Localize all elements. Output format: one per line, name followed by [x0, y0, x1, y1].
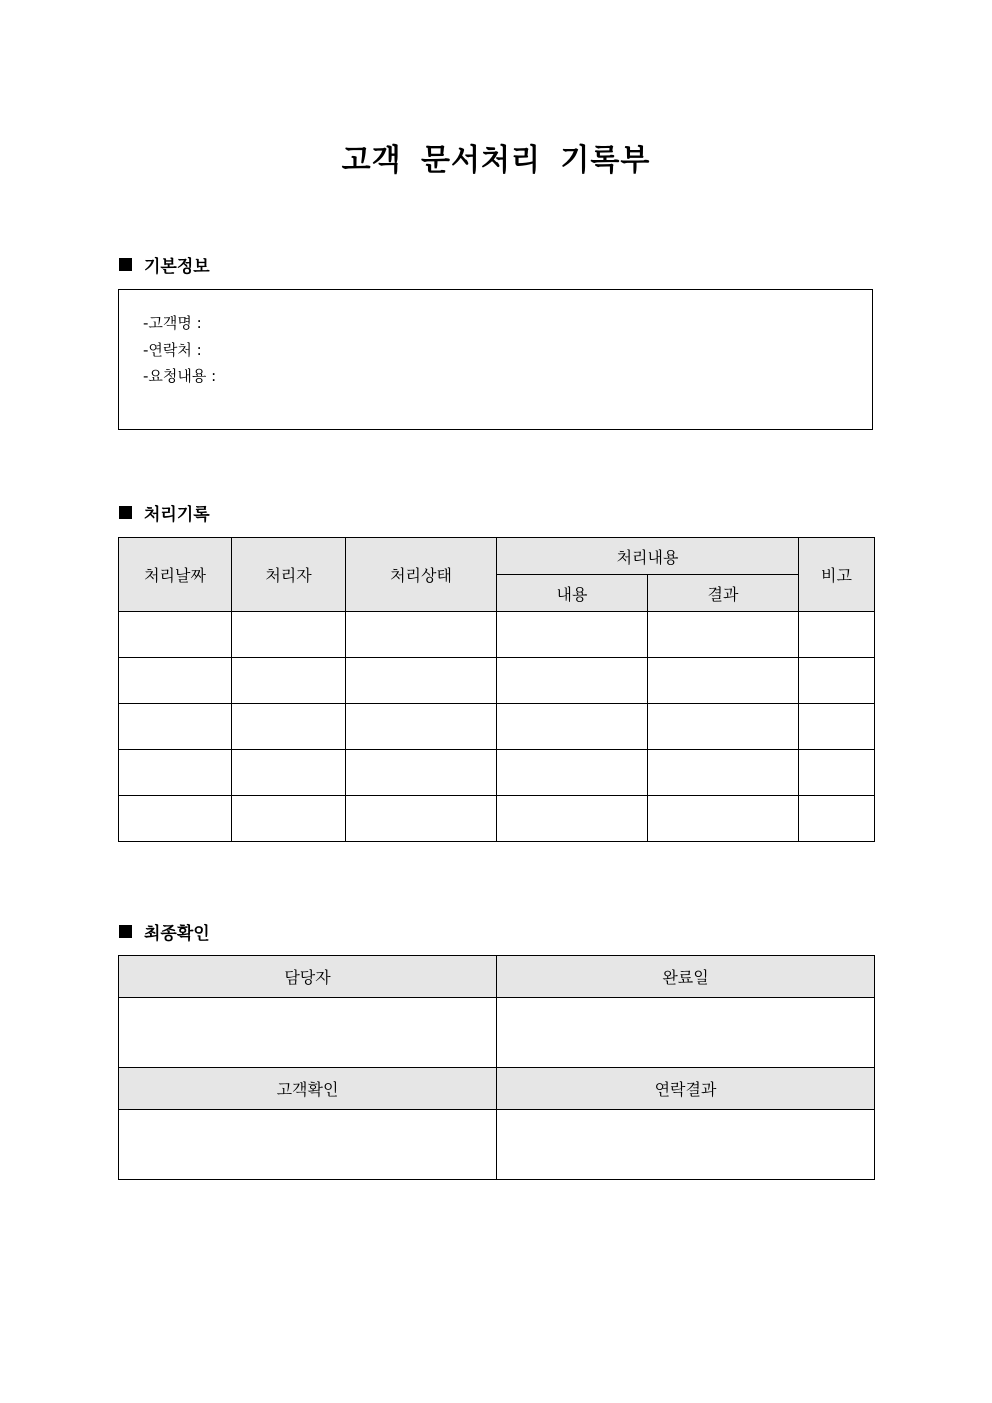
cell-note[interactable]: [799, 704, 875, 750]
cell-result[interactable]: [648, 704, 799, 750]
cell-note[interactable]: [799, 750, 875, 796]
cell-date[interactable]: [119, 750, 232, 796]
page-title: 고객 문서처리 기록부: [341, 143, 651, 178]
record-table: [118, 537, 875, 842]
cell-result[interactable]: [648, 658, 799, 704]
cell-content[interactable]: [497, 658, 648, 704]
header-status: 처리상태: [346, 538, 497, 612]
cell-status[interactable]: [346, 612, 497, 658]
header-manager: 담당자: [119, 956, 497, 998]
section-heading-label: 최종확인: [144, 923, 210, 944]
section-heading-final: [119, 919, 210, 943]
header-customer-confirm: 고객확인: [119, 1068, 497, 1110]
contact-result-cell[interactable]: [497, 1110, 875, 1180]
cell-date[interactable]: [119, 704, 232, 750]
cell-date[interactable]: [119, 658, 232, 704]
table-row: [119, 750, 875, 796]
cell-status[interactable]: [346, 796, 497, 842]
cell-handler[interactable]: [232, 750, 346, 796]
square-bullet-icon: [119, 258, 132, 271]
cell-handler[interactable]: [232, 658, 346, 704]
cell-result[interactable]: [648, 612, 799, 658]
table-row: [119, 796, 875, 842]
cell-status[interactable]: [346, 750, 497, 796]
cell-content[interactable]: [497, 612, 648, 658]
cell-content[interactable]: [497, 750, 648, 796]
cell-result[interactable]: [648, 750, 799, 796]
section-heading-records: [119, 500, 210, 524]
cell-date[interactable]: [119, 796, 232, 842]
customer-confirm-cell[interactable]: [119, 1110, 497, 1180]
cell-handler[interactable]: [232, 796, 346, 842]
manager-cell[interactable]: [119, 998, 497, 1068]
square-bullet-icon: [119, 506, 132, 519]
cell-status[interactable]: [346, 658, 497, 704]
section-heading-basic: [119, 252, 210, 276]
header-content: 내용: [497, 575, 648, 612]
header-note: 비고: [799, 538, 875, 612]
cell-content[interactable]: [497, 704, 648, 750]
section-heading-label: 처리기록: [144, 504, 210, 525]
cell-note[interactable]: [799, 658, 875, 704]
section-heading-label: 기본정보: [144, 256, 210, 277]
customer-name-field[interactable]: -고객명 :: [143, 314, 202, 332]
header-details: 처리내용: [497, 538, 799, 575]
header-handler: 처리자: [232, 538, 346, 612]
cell-status[interactable]: [346, 704, 497, 750]
cell-result[interactable]: [648, 796, 799, 842]
table-row: [119, 658, 875, 704]
cell-content[interactable]: [497, 796, 648, 842]
basic-info-box: [118, 289, 873, 430]
cell-note[interactable]: [799, 612, 875, 658]
contact-field[interactable]: -연락처 :: [143, 340, 202, 359]
header-result: 결과: [648, 575, 799, 612]
cell-date[interactable]: [119, 612, 232, 658]
final-confirm-table: [118, 955, 875, 1180]
table-row: [119, 704, 875, 750]
request-content-field[interactable]: -요청내용 :: [143, 367, 217, 385]
header-date: 처리날짜: [119, 538, 232, 612]
cell-handler[interactable]: [232, 612, 346, 658]
header-contact-result: 연락결과: [497, 1068, 875, 1110]
table-row: [119, 612, 875, 658]
cell-handler[interactable]: [232, 704, 346, 750]
completion-date-cell[interactable]: [497, 998, 875, 1068]
header-completion-date: 완료일: [497, 956, 875, 998]
cell-note[interactable]: [799, 796, 875, 842]
square-bullet-icon: [119, 925, 132, 938]
